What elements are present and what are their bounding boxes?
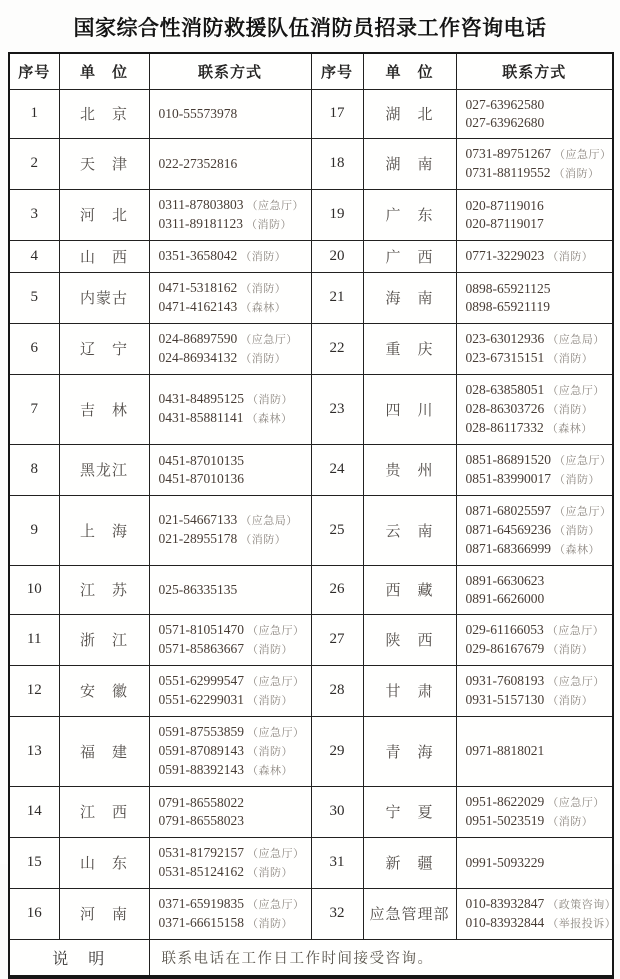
phone-number: 0731-89751267	[465, 145, 551, 161]
unit-name: 江 西	[59, 786, 149, 837]
contact-cell	[149, 374, 311, 444]
note-text: 联系电话在工作日工作时间接受咨询。	[149, 939, 613, 977]
contact-line	[159, 330, 307, 349]
phone-number: 0571-85863667	[158, 640, 244, 656]
row-index: 27	[311, 614, 363, 665]
phone-number: 021-28955178	[158, 531, 238, 546]
unit-name: 重 庆	[363, 323, 456, 374]
unit-name: 海 南	[363, 272, 456, 323]
phone-annotation: （应急厅）	[554, 505, 612, 518]
contact-line	[159, 155, 307, 173]
contact-line	[466, 621, 609, 640]
phone-annotation: （森林）	[554, 543, 600, 556]
unit-name: 陕 西	[363, 614, 456, 665]
contact-cell	[456, 495, 613, 565]
unit-name: 黑龙江	[59, 444, 149, 495]
contact-line	[159, 390, 307, 409]
phone-directory-table	[8, 52, 617, 979]
unit-name: 上 海	[59, 495, 149, 565]
contact-line	[159, 247, 307, 266]
header-index-right: 序号	[311, 53, 363, 89]
phone-annotation: （应急厅）	[247, 898, 305, 911]
contact-cell	[456, 138, 613, 189]
contact-line	[466, 540, 609, 559]
phone-number: 0451-87010135	[158, 452, 244, 468]
row-index: 18	[311, 138, 363, 189]
contact-cell	[149, 614, 311, 665]
contact-cell	[456, 374, 613, 444]
unit-name: 辽 宁	[59, 323, 149, 374]
phone-annotation: （应急厅）	[246, 199, 304, 212]
phone-number: 0771-3229023	[465, 247, 545, 263]
phone-annotation: （消防）	[247, 643, 293, 656]
contact-line	[159, 621, 307, 640]
contact-line	[466, 247, 609, 266]
contact-line	[466, 197, 609, 215]
phone-annotation: （应急厅）	[547, 384, 605, 397]
phone-annotation: （森林）	[240, 301, 287, 314]
row-index: 17	[311, 89, 363, 138]
contact-cell	[149, 240, 311, 272]
page-title: 国家综合性消防救援队伍消防员招录工作咨询电话	[73, 17, 547, 40]
contact-line	[159, 794, 307, 812]
unit-name: 甘 肃	[363, 665, 456, 716]
unit-name: 安 徽	[59, 665, 149, 716]
phone-number: 0971-8818021	[465, 743, 545, 758]
contact-cell	[149, 565, 311, 614]
contact-cell	[149, 272, 311, 323]
unit-name: 四 川	[363, 374, 456, 444]
phone-number: 0471-5318162	[158, 279, 238, 295]
contact-cell	[149, 138, 311, 189]
header-contact-right: 联系方式	[456, 53, 613, 89]
phone-annotation: （消防）	[553, 167, 600, 180]
phone-number: 010-55573978	[158, 105, 238, 121]
contact-line	[159, 298, 307, 317]
phone-annotation: （消防）	[547, 403, 594, 416]
contact-line	[466, 470, 609, 489]
unit-name: 河 北	[59, 189, 149, 240]
phone-annotation: （应急局）	[547, 333, 605, 346]
phone-number: 0531-85124162	[158, 863, 244, 879]
contact-cell	[149, 888, 311, 939]
contact-cell	[456, 272, 613, 323]
unit-name: 河 南	[59, 888, 149, 939]
row-index: 25	[311, 495, 363, 565]
phone-annotation: （消防）	[247, 917, 293, 930]
contact-line	[159, 672, 307, 691]
contact-line	[466, 280, 609, 298]
unit-name: 山 西	[59, 240, 149, 272]
contact-cell	[456, 89, 613, 138]
contact-line	[159, 215, 307, 234]
unit-name: 新 疆	[363, 837, 456, 888]
unit-name: 广 西	[363, 240, 456, 272]
phone-annotation: （森林）	[546, 422, 593, 435]
phone-number: 0851-86891520	[465, 451, 551, 467]
unit-name: 吉 林	[59, 374, 149, 444]
phone-annotation: （消防）	[554, 473, 600, 486]
contact-line	[159, 511, 307, 530]
table-body	[9, 89, 617, 939]
table-row	[9, 374, 613, 444]
contact-line	[466, 640, 609, 659]
row-index: 12	[9, 665, 59, 716]
phone-number: 0451-87010136	[158, 470, 244, 486]
contact-cell	[149, 837, 311, 888]
phone-annotation: （森林）	[246, 413, 293, 425]
contact-line	[159, 409, 307, 428]
table-row	[9, 189, 613, 240]
table-row	[9, 323, 613, 374]
phone-number: 025-86335135	[158, 581, 238, 597]
contact-line	[159, 844, 307, 863]
phone-number: 028-86303726	[465, 400, 545, 416]
contact-cell	[456, 665, 613, 716]
phone-number: 0351-3658042	[158, 247, 238, 263]
phone-annotation: （政策咨询）	[547, 898, 617, 911]
unit-name: 西 藏	[363, 565, 456, 614]
phone-number: 0991-5093229	[465, 854, 545, 870]
contact-cell	[149, 323, 311, 374]
phone-number: 023-67315151	[465, 349, 545, 365]
phone-number: 0471-4162143	[158, 298, 238, 314]
unit-name: 云 南	[363, 495, 456, 565]
contact-line	[466, 96, 609, 114]
phone-number: 023-63012936	[465, 330, 545, 346]
phone-number: 027-63962680	[465, 114, 545, 130]
phone-annotation: （消防）	[246, 218, 292, 231]
phone-number: 0571-81051470	[158, 621, 244, 637]
contact-cell	[456, 323, 613, 374]
phone-number: 010-83932844	[465, 914, 545, 930]
unit-name: 山 东	[59, 837, 149, 888]
contact-line	[466, 672, 609, 691]
row-index: 10	[9, 565, 59, 614]
contact-line	[466, 812, 609, 831]
contact-line	[159, 349, 307, 368]
header-index-left: 序号	[9, 53, 59, 89]
contact-cell	[149, 89, 311, 138]
row-index: 9	[9, 495, 59, 565]
contact-line	[159, 895, 307, 914]
unit-name: 宁 夏	[363, 786, 456, 837]
phone-number: 028-86117332	[465, 419, 544, 435]
contact-line	[159, 105, 307, 123]
phone-number: 0898-65921119	[465, 298, 550, 314]
unit-name: 天 津	[59, 138, 149, 189]
phone-number: 0311-87803803	[158, 196, 244, 212]
phone-annotation: （消防）	[547, 694, 594, 707]
phone-annotation: （消防）	[547, 352, 594, 365]
row-index: 15	[9, 837, 59, 888]
unit-name: 应急管理部	[363, 888, 456, 939]
unit-name: 青 海	[363, 716, 456, 786]
table-row	[9, 888, 613, 939]
row-index: 31	[311, 837, 363, 888]
row-index: 3	[9, 189, 59, 240]
phone-number: 021-54667133	[158, 512, 238, 527]
contact-line	[466, 691, 609, 710]
contact-cell	[456, 565, 613, 614]
phone-number: 0871-68025597	[465, 502, 551, 518]
row-index: 16	[9, 888, 59, 939]
contact-line	[159, 723, 307, 742]
contact-line	[466, 521, 609, 540]
row-index: 13	[9, 716, 59, 786]
table-row	[9, 89, 613, 138]
phone-number: 0871-68366999	[465, 540, 551, 556]
row-index: 5	[9, 272, 59, 323]
phone-annotation: （应急局）	[240, 515, 298, 527]
row-index: 21	[311, 272, 363, 323]
row-index: 2	[9, 138, 59, 189]
contact-line	[466, 164, 609, 183]
contact-line	[466, 215, 609, 233]
contact-line	[159, 470, 307, 488]
row-index: 14	[9, 786, 59, 837]
row-index: 7	[9, 374, 59, 444]
row-index: 28	[311, 665, 363, 716]
unit-name: 广 东	[363, 189, 456, 240]
phone-annotation: （森林）	[247, 764, 293, 777]
contact-line	[159, 691, 307, 710]
row-index: 29	[311, 716, 363, 786]
phone-annotation: （消防）	[547, 250, 594, 263]
phone-number: 0898-65921125	[465, 280, 551, 296]
phone-annotation: （消防）	[247, 694, 293, 707]
phone-number: 0371-65919835	[158, 895, 244, 911]
row-index: 30	[311, 786, 363, 837]
note-row	[9, 939, 613, 977]
table-row	[9, 272, 613, 323]
phone-number: 022-27352816	[158, 155, 238, 171]
contact-line	[159, 640, 307, 659]
contact-line	[159, 279, 307, 298]
table-row	[9, 837, 613, 888]
phone-number: 024-86934132	[158, 349, 238, 365]
phone-annotation: （消防）	[247, 745, 293, 758]
phone-annotation: （应急厅）	[547, 675, 605, 688]
phone-annotation: （应急厅）	[247, 624, 305, 637]
phone-number: 0731-88119552	[465, 164, 551, 180]
phone-number: 0951-8622029	[465, 793, 545, 809]
phone-number: 029-61166053	[465, 621, 544, 637]
phone-number: 0791-86558023	[158, 812, 244, 828]
contact-line	[159, 914, 307, 933]
table-row	[9, 495, 613, 565]
contact-cell	[149, 665, 311, 716]
phone-number: 0531-81792157	[158, 844, 244, 860]
row-index: 32	[311, 888, 363, 939]
phone-annotation: （消防）	[547, 643, 594, 656]
row-index: 24	[311, 444, 363, 495]
row-index: 19	[311, 189, 363, 240]
header-row	[9, 53, 613, 89]
phone-annotation: （消防）	[240, 282, 287, 295]
contact-line	[465, 895, 617, 914]
phone-number: 0871-64569236	[465, 521, 551, 537]
note-label: 说 明	[9, 939, 149, 977]
header-unit-left: 单 位	[59, 53, 149, 89]
header-unit-right: 单 位	[363, 53, 456, 89]
phone-number: 0591-87553859	[158, 723, 244, 739]
contact-cell	[456, 888, 617, 939]
row-index: 20	[311, 240, 363, 272]
phone-number: 0931-5157130	[465, 691, 545, 707]
phone-number: 028-63858051	[465, 381, 545, 397]
phone-number: 0791-86558022	[158, 794, 244, 810]
contact-line	[466, 793, 609, 812]
phone-number: 0431-84895125	[158, 391, 244, 406]
table-row	[9, 138, 613, 189]
table-row	[9, 786, 613, 837]
phone-number: 027-63962580	[465, 96, 545, 112]
phone-annotation: （消防）	[247, 394, 293, 406]
unit-name: 北 京	[59, 89, 149, 138]
table-row	[9, 665, 613, 716]
phone-annotation: （应急厅）	[240, 333, 298, 346]
contact-cell	[456, 240, 613, 272]
header-contact-left: 联系方式	[149, 53, 311, 89]
phone-number: 0591-87089143	[158, 742, 244, 758]
phone-number: 0311-89181123	[158, 215, 243, 231]
phone-annotation: （消防）	[547, 815, 594, 828]
contact-line	[466, 330, 609, 349]
contact-cell	[456, 189, 613, 240]
phone-number: 0371-66615158	[158, 914, 244, 930]
table-row	[9, 444, 613, 495]
phone-number: 0951-5023519	[465, 812, 545, 828]
phone-annotation: （应急厅）	[547, 796, 605, 809]
unit-name: 浙 江	[59, 614, 149, 665]
phone-annotation: （消防）	[240, 250, 287, 263]
row-index: 6	[9, 323, 59, 374]
table-row	[9, 716, 613, 786]
phone-number: 020-87119017	[465, 215, 544, 231]
phone-number: 0551-62999547	[158, 672, 244, 688]
unit-name: 江 苏	[59, 565, 149, 614]
contact-line	[159, 196, 307, 215]
contact-cell	[456, 837, 613, 888]
contact-line	[466, 742, 609, 760]
phone-annotation: （举报投诉）	[547, 917, 617, 930]
phone-annotation: （消防）	[554, 524, 600, 537]
phone-number: 0931-7608193	[465, 672, 545, 688]
phone-annotation: （消防）	[247, 866, 293, 879]
phone-number: 0431-85881141	[158, 410, 244, 425]
contact-line	[159, 742, 307, 761]
contact-cell	[456, 614, 613, 665]
phone-annotation: （应急厅）	[554, 148, 612, 161]
phone-number: 029-86167679	[465, 640, 545, 656]
contact-line	[159, 812, 307, 830]
phone-number: 0551-62299031	[158, 691, 244, 707]
contact-line	[466, 381, 609, 400]
row-index: 4	[9, 240, 59, 272]
contact-line	[159, 452, 307, 470]
contact-line	[159, 530, 307, 549]
unit-name: 湖 北	[363, 89, 456, 138]
row-index: 23	[311, 374, 363, 444]
contact-line	[159, 581, 307, 599]
row-index: 26	[311, 565, 363, 614]
contact-line	[466, 590, 609, 608]
phone-annotation: （应急厅）	[247, 675, 305, 688]
contact-line	[159, 761, 307, 780]
table-row	[9, 240, 613, 272]
contact-line	[466, 400, 609, 419]
unit-name: 福 建	[59, 716, 149, 786]
phone-number: 0891-6630623	[465, 572, 545, 588]
contact-line	[466, 114, 609, 132]
table-row	[9, 614, 613, 665]
unit-name: 内蒙古	[59, 272, 149, 323]
contact-line	[466, 349, 609, 368]
contact-cell	[456, 716, 613, 786]
contact-cell	[456, 444, 613, 495]
table-header	[9, 53, 613, 89]
phone-number: 024-86897590	[158, 330, 238, 346]
phone-annotation: （消防）	[240, 534, 287, 546]
row-index: 1	[9, 89, 59, 138]
row-index: 8	[9, 444, 59, 495]
contact-line	[465, 914, 617, 933]
contact-line	[466, 298, 609, 316]
unit-name: 贵 州	[363, 444, 456, 495]
unit-name: 湖 南	[363, 138, 456, 189]
contact-line	[465, 502, 612, 521]
phone-annotation: （应急厅）	[247, 726, 305, 739]
phone-number: 010-83932847	[465, 895, 545, 911]
contact-line	[466, 572, 609, 590]
phone-number: 0891-6626000	[465, 590, 545, 606]
contact-cell	[149, 495, 311, 565]
phone-number: 020-87119016	[465, 197, 544, 213]
phone-annotation: （应急厅）	[546, 624, 605, 637]
contact-line	[159, 863, 307, 882]
phone-annotation: （应急厅）	[554, 454, 612, 467]
phone-annotation: （消防）	[240, 352, 287, 365]
contact-cell	[149, 189, 311, 240]
phone-number: 0851-83990017	[465, 470, 551, 486]
row-index: 11	[9, 614, 59, 665]
contact-cell	[149, 786, 311, 837]
contact-line	[465, 145, 612, 164]
contact-line	[465, 451, 612, 470]
phone-number: 0591-88392143	[158, 761, 244, 777]
contact-cell	[149, 716, 311, 786]
table-row	[9, 565, 613, 614]
contact-line	[466, 419, 609, 438]
phone-annotation: （应急厅）	[247, 847, 305, 860]
contact-cell	[149, 444, 311, 495]
contact-cell	[456, 786, 613, 837]
contact-line	[466, 854, 609, 872]
row-index: 22	[311, 323, 363, 374]
